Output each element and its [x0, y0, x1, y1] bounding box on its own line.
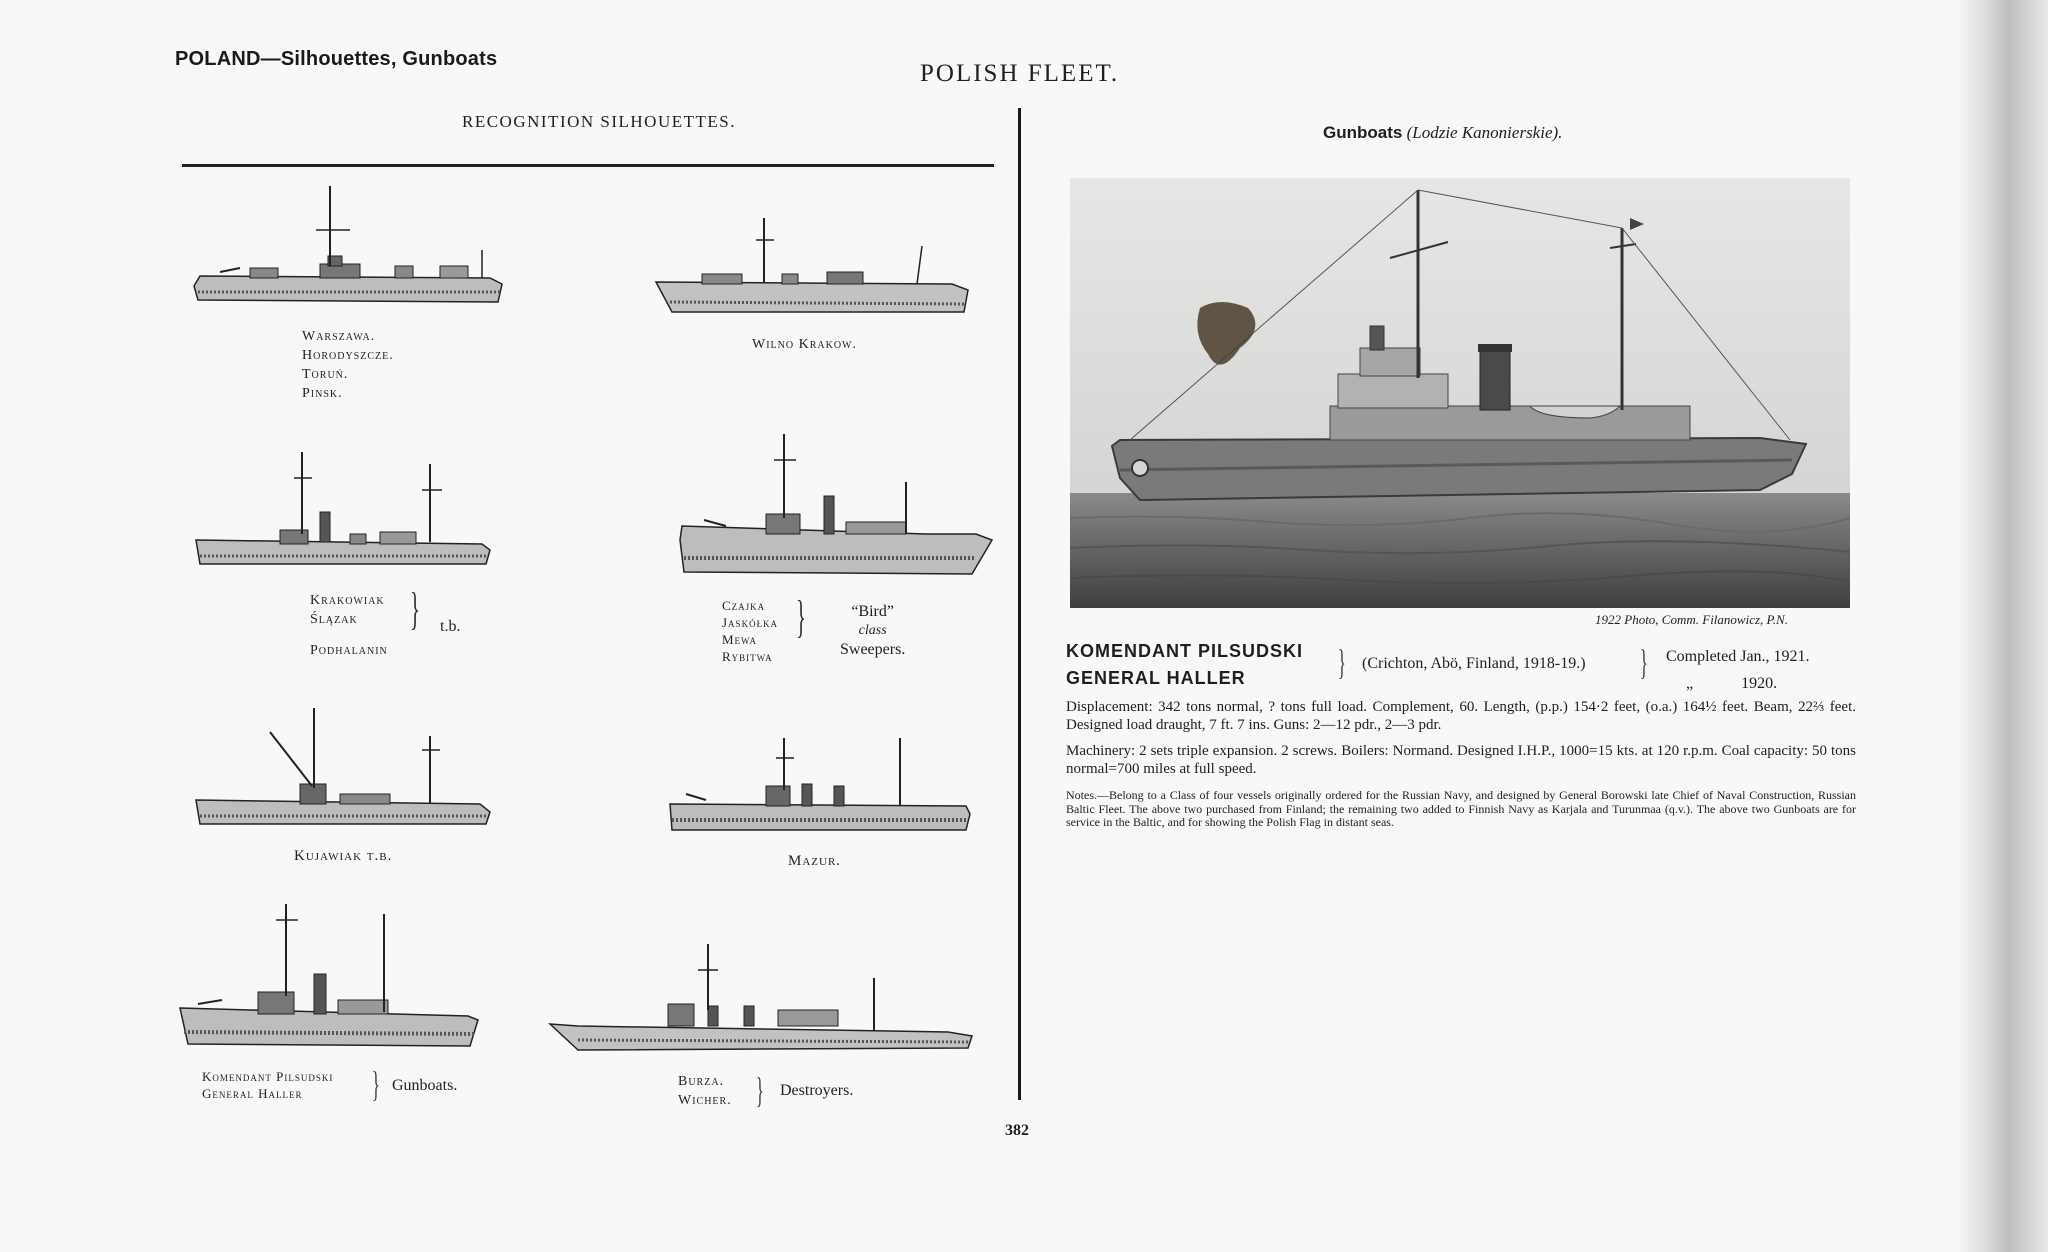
gunboat-photo: [1070, 178, 1850, 608]
burza-note: Destroyers.: [780, 1082, 854, 1099]
caption-krakowiak: Krakowiak Ślązak Podhalanin: [310, 593, 388, 658]
column-divider: [1018, 108, 1021, 1100]
caption-warszawa: Warszawa. Horodyszcze. Toruń. Pinsk.: [302, 329, 394, 401]
ship-names: [1066, 638, 1303, 692]
names-brace: }: [1338, 642, 1346, 682]
page-number: 382: [1005, 1122, 1029, 1139]
komendant-note: Gunboats.: [392, 1077, 458, 1094]
caption-kujawiak: Kujawiak t.b.: [294, 848, 393, 864]
heading-rule: [182, 164, 994, 167]
completed-ditto: „: [1686, 675, 1694, 692]
caption-mazur: Mazur.: [788, 853, 842, 869]
displacement-paragraph: Displacement: 342 tons normal, ? tons full load. Complement, 60. Length, (p.p.) 154·2 feet, (o.a.) 164½ feet. Beam, 22⅔ feet. Designed load draught, 7 ft. 7 ins. Guns: 2—12 pdr., 2—3 pdr.: [1066, 699, 1856, 733]
fleet-title: POLISH FLEET.: [920, 60, 1120, 87]
builder: (Crichton, Abö, Finland, 1918-19.): [1362, 655, 1586, 672]
ship-name-pilsudski: KOMENDANT PILSUDSKI: [1066, 641, 1304, 661]
ship-name-haller: GENERAL HALLER: [1066, 668, 1246, 688]
running-head: POLAND—Silhouettes, Gunboats: [175, 48, 498, 70]
czajka-silhouette: [676, 430, 996, 576]
czajka-brace: }: [796, 591, 806, 642]
krakowiak-silhouette: [190, 450, 500, 570]
notes-paragraph: Notes.—Belong to a Class of four vessels originally ordered for the Russian Navy, and designed by General Borowski late Chief of Naval Construction, Russian Baltic Fleet. The above two purchased from Finland; the remaining two added to Finnish Navy as Karjala and Turunmaa (q.v.). The above two Gunboats are for service in the Baltic, and for showing the Polish Flag in distant seas.: [1066, 788, 1856, 829]
builder-brace: }: [1640, 642, 1648, 682]
krakowiak-brace: }: [410, 583, 420, 634]
czajka-note: “Bird” class Sweepers.: [840, 603, 906, 658]
caption-burza: Burza. Wicher.: [678, 1074, 732, 1108]
completed-info: Completed Jan., 1921. „ 1920.: [1666, 643, 1810, 697]
mazur-silhouette: [666, 734, 978, 834]
kujawiak-silhouette: [190, 706, 502, 830]
caption-wilno: Wilno Krakow.: [752, 337, 857, 352]
caption-komendant: Komendant Pilsudski General Haller: [202, 1069, 334, 1101]
warszawa-silhouette: [190, 180, 510, 308]
komendant-silhouette: [178, 900, 482, 1050]
silhouettes-heading: RECOGNITION SILHOUETTES.: [462, 112, 736, 131]
komendant-brace: }: [372, 1064, 380, 1104]
caption-czajka: Czajka Jaskółka Mewa Rybitwa: [722, 598, 779, 664]
burza-brace: }: [756, 1070, 764, 1110]
completed-year: 1920.: [1741, 675, 1778, 692]
krakowiak-note: t.b.: [440, 618, 461, 635]
gunboats-heading: Gunboats (Lodzie Kanonierskie).: [1323, 123, 1563, 142]
wilno-silhouette: [652, 212, 977, 320]
machinery-paragraph: Machinery: 2 sets triple expansion. 2 screws. Boilers: Normand. Designed I.H.P., 1000=15 kts. at 120 r.p.m. Coal capacity: 50 tons normal=700 miles at full speed.: [1066, 743, 1856, 777]
book-gutter: [1960, 0, 2048, 1252]
photo-credit: 1922 Photo, Comm. Filanowicz, P.N.: [1595, 612, 1788, 627]
burza-silhouette: [548, 940, 980, 1056]
